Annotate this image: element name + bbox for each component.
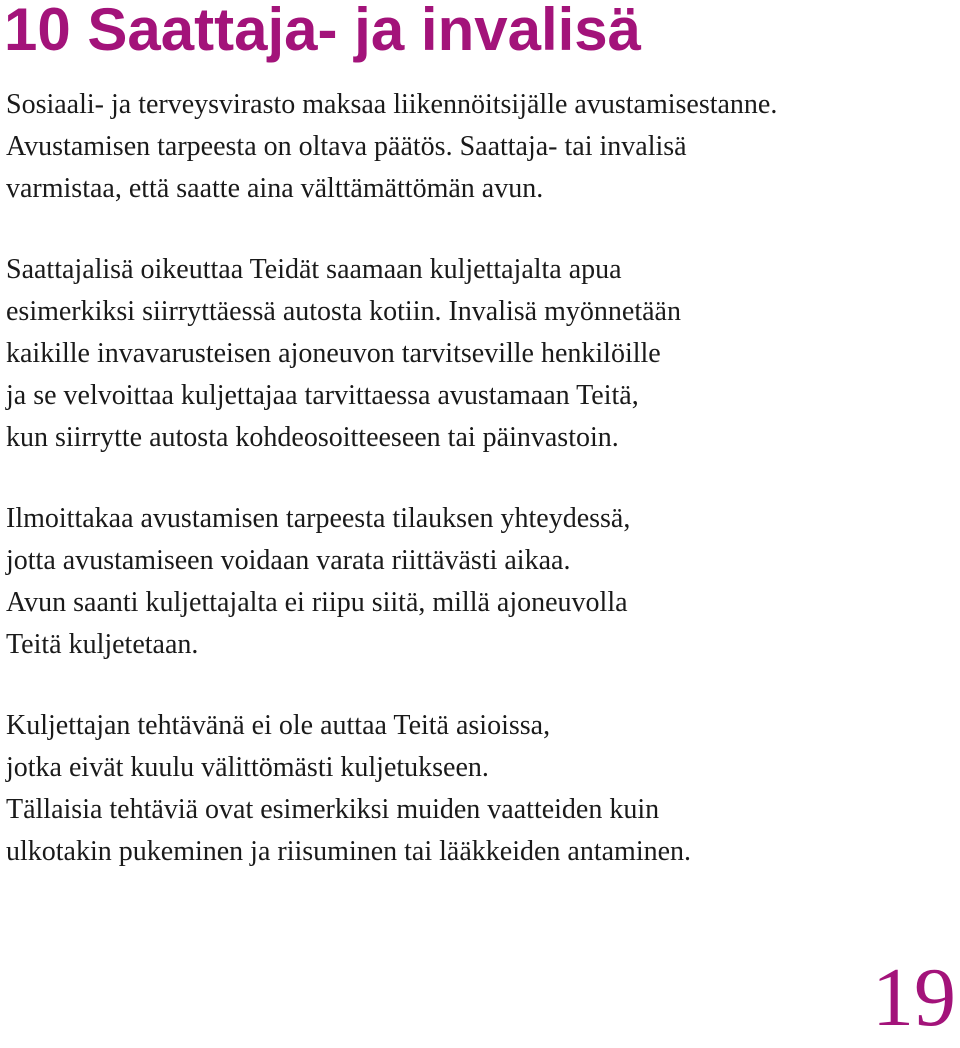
text-line: Avustamisen tarpeesta on oltava päätös. Saattaja- tai invalisä (6, 131, 687, 162)
paragraph-2 (6, 249, 946, 459)
text-line: Kuljettajan tehtävänä ei ole auttaa Teitä asioissa, (6, 710, 551, 741)
text-line: jotta avustamiseen voidaan varata riittävästi aikaa. (6, 545, 571, 576)
text-line: kaikille invavarusteisen ajoneuvon tarvitseville henkilöille (6, 338, 661, 369)
text-line: kun siirrytte autosta kohdeosoitteeseen tai päinvastoin. (6, 422, 619, 453)
text-line: Tällaisia tehtäviä ovat esimerkiksi muiden vaatteiden kuin (6, 794, 660, 825)
text-line: varmistaa, että saatte aina välttämättömän avun. (6, 173, 544, 204)
text-line: ja se velvoittaa kuljettajaa tarvittaessa avustamaan Teitä, (6, 380, 639, 411)
text-line: Ilmoittakaa avustamisen tarpeesta tilauksen yhteydessä, (6, 503, 631, 534)
paragraph-3 (6, 498, 946, 666)
text-line: jotka eivät kuulu välittömästi kuljetukseen. (6, 752, 489, 783)
text-line: Teitä kuljetetaan. (6, 629, 199, 660)
page-title: 10 Saattaja- ja invalisä (4, 0, 642, 63)
text-line: Saattajalisä oikeuttaa Teidät saamaan kuljettajalta apua (6, 254, 622, 285)
text-line: esimerkiksi siirryttäessä autosta kotiin. Invalisä myönnetään (6, 296, 681, 327)
text-line: Avun saanti kuljettajalta ei riipu siitä, millä ajoneuvolla (6, 587, 628, 618)
page-number: 19 (872, 951, 956, 1044)
paragraph-4 (6, 705, 946, 873)
paragraph-1 (6, 84, 946, 210)
text-line: Sosiaali- ja terveysvirasto maksaa liikennöitsijälle avustamisestanne. (6, 89, 778, 120)
body-text (6, 84, 946, 912)
text-line: ulkotakin pukeminen ja riisuminen tai lääkkeiden antaminen. (6, 836, 692, 867)
